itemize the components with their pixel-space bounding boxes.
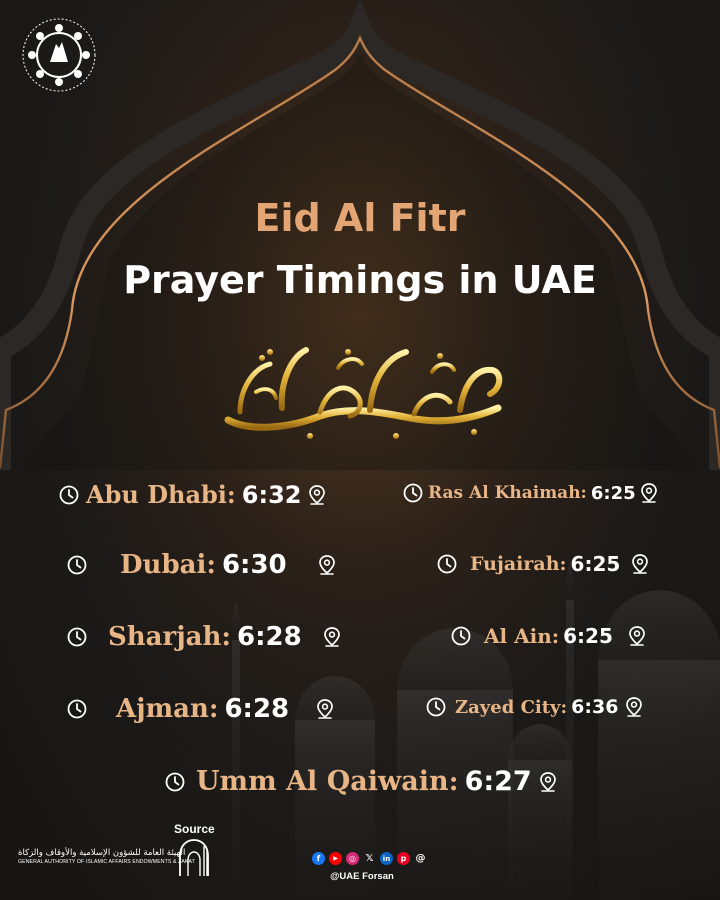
instagram-icon[interactable]: ◎	[346, 852, 359, 865]
city-name: Ajman:	[116, 694, 219, 724]
linkedin-icon[interactable]: in	[380, 852, 393, 865]
source-label: Source	[174, 822, 215, 836]
timing-row-zayed-city	[425, 696, 644, 718]
clock-icon	[66, 698, 88, 720]
clock-icon	[425, 696, 447, 718]
prayer-time: 6:25	[563, 624, 613, 648]
location-pin-icon	[630, 553, 650, 575]
source-organisation	[18, 848, 195, 865]
eid-greeting-calligraphy	[210, 328, 510, 448]
location-pin-icon	[639, 482, 659, 504]
timing-row-ajman	[66, 694, 335, 724]
timing-row-ras-al-khaimah	[402, 482, 659, 504]
location-pin-icon	[322, 626, 342, 648]
prayer-time: 6:25	[590, 482, 636, 504]
prayer-time: 6:32	[241, 480, 302, 509]
clock-icon	[450, 625, 472, 647]
source-organisation-arabic: الهيئة العامة للشؤون الإسلامية والأوقاف والزكاة	[18, 848, 186, 858]
facebook-icon[interactable]: f	[312, 852, 325, 865]
location-pin-icon	[315, 698, 335, 720]
city-name: Sharjah:	[108, 622, 231, 652]
pinterest-icon[interactable]: p	[397, 852, 410, 865]
timing-row-dubai	[66, 550, 337, 580]
social-handle[interactable]: @UAE Forsan	[330, 871, 394, 882]
prayer-time: 6:36	[571, 696, 619, 718]
timing-row-abu-dhabi	[58, 480, 327, 509]
city-name: Abu Dhabi:	[86, 480, 236, 509]
timing-row-fujairah	[436, 552, 650, 576]
clock-icon	[58, 484, 80, 506]
city-name: Ras Al Khaimah:	[428, 483, 587, 503]
threads-icon[interactable]: @	[415, 853, 426, 864]
clock-icon	[66, 626, 88, 648]
location-pin-icon	[624, 696, 644, 718]
title-prayer-timings: Prayer Timings in UAE	[123, 258, 597, 302]
city-name: Fujairah:	[470, 553, 567, 575]
title-eid-al-fitr: Eid Al Fitr	[254, 196, 466, 240]
timing-row-umm-al-qaiwain	[164, 766, 558, 797]
location-pin-icon	[627, 625, 647, 647]
uae-forsan-logo	[18, 14, 100, 96]
prayer-time: 6:28	[236, 622, 302, 652]
city-name: Dubai:	[120, 550, 216, 580]
youtube-icon[interactable]: ▶	[329, 852, 342, 865]
clock-icon	[436, 553, 458, 575]
location-pin-icon	[317, 554, 337, 576]
prayer-time: 6:30	[221, 550, 287, 580]
prayer-time: 6:28	[224, 694, 290, 724]
timing-row-al-ain	[450, 624, 647, 648]
location-pin-icon	[538, 771, 558, 793]
x-icon[interactable]: 𝕏	[365, 853, 374, 864]
clock-icon	[402, 482, 424, 504]
clock-icon	[66, 554, 88, 576]
timing-row-sharjah	[66, 622, 342, 652]
clock-icon	[164, 771, 186, 793]
location-pin-icon	[307, 484, 327, 506]
city-name: Zayed City:	[455, 696, 568, 718]
city-name: Umm Al Qaiwain:	[196, 766, 459, 797]
prayer-time: 6:25	[570, 552, 621, 576]
social-icons	[312, 852, 427, 865]
source-organisation-english: GENERAL AUTHORITY OF ISLAMIC AFFAIRS ENDOWMENTS & ZAKAT	[18, 859, 195, 865]
prayer-time: 6:27	[464, 766, 532, 797]
city-name: Al Ain:	[484, 624, 560, 648]
